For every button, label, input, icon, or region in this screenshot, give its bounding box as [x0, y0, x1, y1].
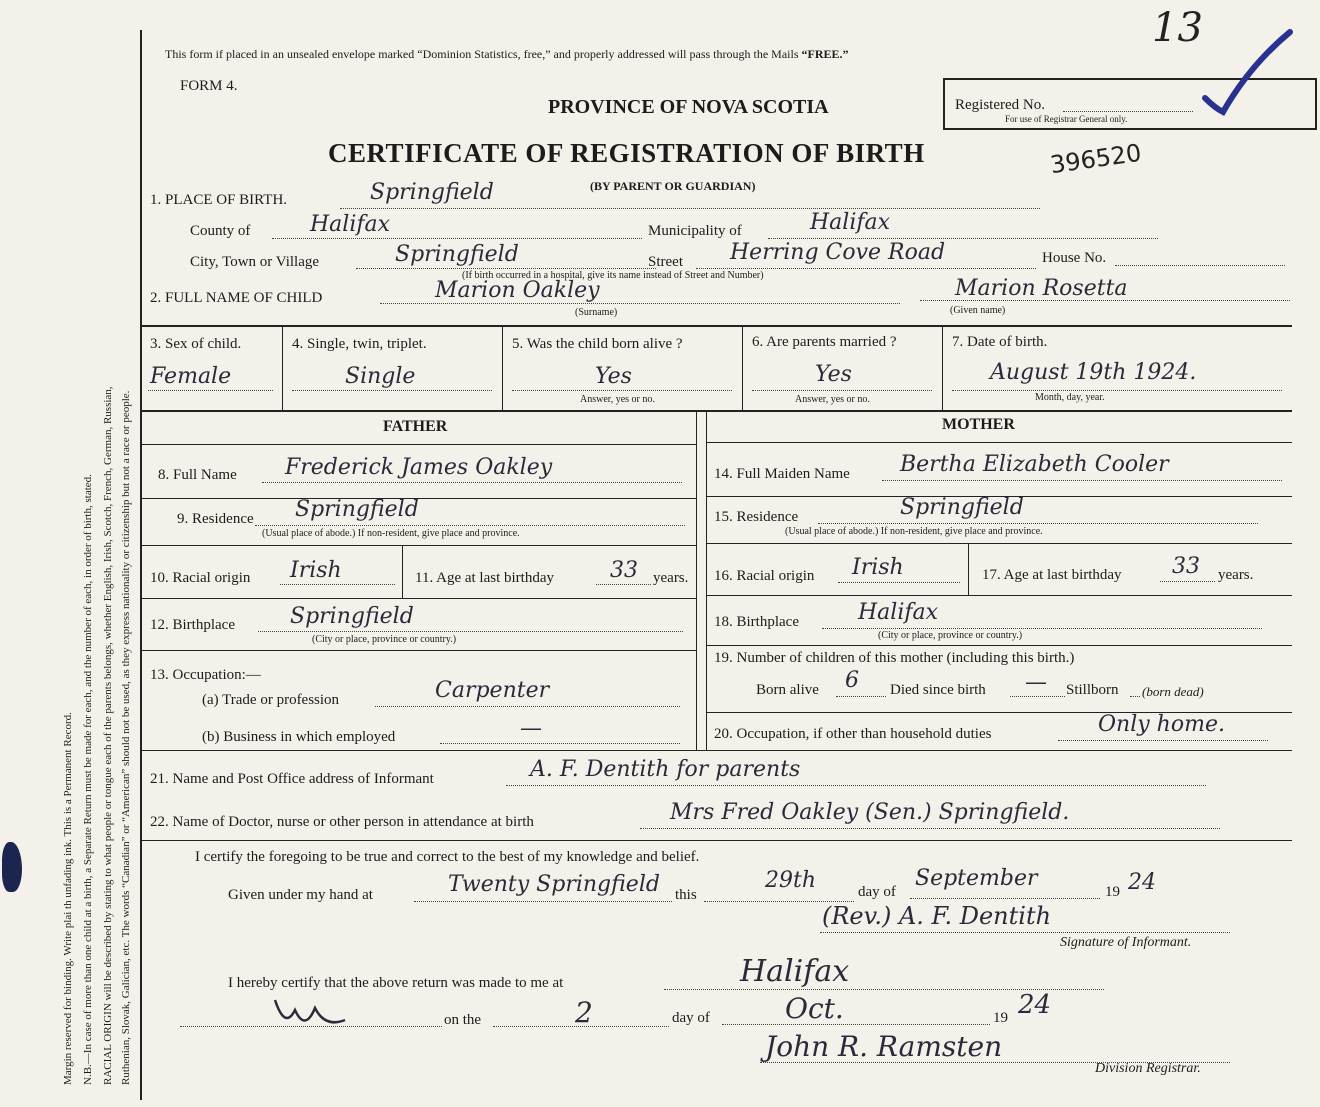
father-trade-value: Carpenter [435, 678, 550, 703]
surname-note: (Surname) [575, 307, 618, 318]
mother-heading: MOTHER [942, 416, 1015, 433]
registrar-on-the-label: on the [444, 1012, 482, 1028]
child-name-label: 2. FULL NAME OF CHILD [150, 290, 323, 306]
father-birthplace-label: 12. Birthplace [150, 617, 235, 633]
informant-value: A. F. Dentith for parents [530, 757, 801, 782]
certify-month-value: September [915, 866, 1038, 891]
father-residence-note: (Usual place of abode.) If non-resident, give place and province. [262, 528, 520, 539]
province-heading: PROVINCE OF NOVA SCOTIA [548, 96, 829, 118]
father-business-label: (b) Business in which employed [202, 729, 396, 745]
mother-birthplace-note: (City or place, province or country.) [878, 630, 1023, 641]
certificate-title: CERTIFICATE OF REGISTRATION OF BIRTH [328, 138, 925, 168]
mother-occupation-label: 20. Occupation, if other than household duties [714, 726, 992, 742]
place-of-birth-value: Springfield [370, 180, 494, 205]
informant-signature: (Rev.) A. F. Dentith [822, 902, 1052, 930]
corner-number: 13 [1152, 5, 1203, 51]
mother-age-label: 17. Age at last birthday [982, 567, 1122, 583]
registered-no-label: Registered No. [955, 97, 1045, 113]
hospital-note: (If birth occurred in a hospital, give its name instead of Street and Number) [462, 270, 764, 281]
mother-racial-origin-label: 16. Racial origin [714, 568, 815, 584]
plurality-value: Single [345, 364, 416, 389]
parents-married-label: 6. Are parents married ? [752, 334, 897, 350]
registrar-place-value: Halifax [740, 954, 850, 989]
stillborn-note: (born dead) [1142, 684, 1204, 699]
father-residence-value: Springfield [295, 497, 419, 522]
registrar-year-value: 24 [1018, 990, 1052, 1020]
mother-name-value: Bertha Elizabeth Cooler [900, 452, 1169, 477]
mother-birthplace-label: 18. Birthplace [714, 614, 799, 630]
mother-occupation-value: Only home. [1098, 712, 1225, 737]
father-birthplace-note: (City or place, province or country.) [312, 634, 457, 645]
mail-notice: This form if placed in an unsealed envelope marked “Dominion Statistics, free,” and properly addressed will pass through the Mails “FREE.” [165, 47, 849, 61]
county-label: County of [190, 223, 251, 239]
mother-age-unit: years. [1218, 567, 1254, 583]
stillborn-label: Stillborn [1066, 682, 1119, 698]
sex-label: 3. Sex of child. [150, 336, 242, 352]
mother-residence-label: 15. Residence [714, 509, 799, 525]
father-residence-label: 9. Residence [177, 511, 254, 527]
father-racial-origin-value: Irish [290, 558, 342, 583]
born-alive-count-value: 6 [845, 668, 859, 693]
registered-no-note: For use of Registrar General only. [1005, 114, 1128, 124]
father-age-unit: years. [653, 570, 689, 586]
father-birthplace-value: Springfield [290, 604, 414, 629]
city-label: City, Town or Village [190, 254, 320, 270]
registrar-year-prefix: 19 [993, 1010, 1008, 1026]
given-under-hand-label: Given under my hand at [228, 887, 373, 903]
stamp-number: 396520 [1048, 138, 1144, 180]
father-heading: FATHER [383, 418, 448, 435]
certify-day-of-label: day of [858, 884, 896, 900]
this-label: this [675, 887, 697, 903]
registrar-signature: John R. Ramsten [765, 1030, 1003, 1063]
registrar-signature-label: Division Registrar. [1095, 1061, 1201, 1076]
certificate-subtitle: (BY PARENT OR GUARDIAN) [590, 179, 756, 193]
mother-residence-value: Springfield [900, 495, 1024, 520]
born-alive-count-label: Born alive [756, 682, 819, 698]
father-racial-origin-label: 10. Racial origin [150, 570, 251, 586]
registrar-scribble-icon [270, 990, 350, 1035]
date-of-birth-value: August 19th 1924. [990, 360, 1197, 385]
municipality-label: Municipality of [648, 223, 742, 239]
registrar-day-of-label: day of [672, 1010, 710, 1026]
margin-notes [0, 0, 140, 1107]
registrar-day-value: 2 [575, 996, 593, 1029]
parents-married-value: Yes [815, 362, 852, 387]
certify-day-value: 29th [765, 868, 817, 893]
father-occupation-label: 13. Occupation:— [150, 667, 261, 683]
child-given-name-value: Marion Rosetta [955, 276, 1128, 301]
margin-binding-note: Margin reserved for binding. Write plai th unfading ink. This is a Permanent Record. [62, 712, 74, 1085]
date-of-birth-note: Month, day, year. [1035, 392, 1105, 403]
registrar-month-value: Oct. [785, 992, 844, 1025]
street-value: Herring Cove Road [730, 240, 946, 265]
margin-nb-note: N.B.—In case of more than one child at a birth, a Separate Return must be made for each, and the number of each, in order of birth, stated. [82, 474, 94, 1085]
city-value: Springfield [395, 242, 519, 267]
doctor-value: Mrs Fred Oakley (Sen.) Springfield. [670, 800, 1070, 825]
margin-racial-origin-note: RACIAL ORIGIN will be described by stating to what people or tongue each of the parents belongs, whether English, Irish, Scotch, French, German, Russian, [102, 386, 114, 1085]
parents-married-note: Answer, yes or no. [795, 394, 870, 405]
mother-racial-origin-value: Irish [852, 555, 904, 580]
municipality-value: Halifax [810, 210, 891, 235]
check-mark-icon [1195, 20, 1295, 120]
child-surname-value: Marion Oakley [435, 278, 600, 303]
place-of-birth-label: 1. PLACE OF BIRTH. [150, 192, 288, 208]
mother-birthplace-value: Halifax [858, 600, 939, 625]
certify-year-value: 24 [1128, 870, 1156, 895]
father-name-label: 8. Full Name [158, 467, 237, 483]
street-label: Street [648, 254, 683, 270]
father-trade-label: (a) Trade or profession [202, 692, 340, 708]
mother-residence-note: (Usual place of abode.) If non-resident, give place and province. [785, 526, 1043, 537]
born-alive-label: 5. Was the child born alive ? [512, 336, 683, 352]
mother-children-label: 19. Number of children of this mother (including this birth.) [714, 650, 1075, 666]
registrar-statement: I hereby certify that the above return was made to me at [228, 975, 564, 991]
died-since-birth-label: Died since birth [890, 682, 986, 698]
informant-signature-label: Signature of Informant. [1060, 935, 1192, 950]
mother-name-label: 14. Full Maiden Name [714, 466, 850, 482]
certify-year-prefix: 19 [1105, 884, 1120, 900]
form-number: FORM 4. [180, 78, 238, 94]
informant-label: 21. Name and Post Office address of Informant [150, 771, 434, 787]
father-age-label: 11. Age at last birthday [415, 570, 554, 586]
plurality-label: 4. Single, twin, triplet. [292, 336, 427, 352]
died-since-birth-value: — [1025, 670, 1047, 695]
born-alive-note: Answer, yes or no. [580, 394, 655, 405]
certify-statement: I certify the foregoing to be true and correct to the best of my knowledge and belief. [195, 849, 700, 865]
ink-blot [2, 842, 22, 892]
father-name-value: Frederick James Oakley [285, 455, 553, 480]
given-name-note: (Given name) [950, 305, 1006, 316]
mother-age-value: 33 [1172, 554, 1200, 579]
form-left-border [140, 30, 142, 1100]
date-of-birth-label: 7. Date of birth. [952, 334, 1048, 350]
doctor-label: 22. Name of Doctor, nurse or other person in attendance at birth [150, 814, 534, 830]
given-place-value: Twenty Springfield [448, 872, 660, 897]
born-alive-value: Yes [595, 364, 632, 389]
father-age-value: 33 [610, 558, 638, 583]
father-business-value: — [520, 716, 542, 741]
house-no-label: House No. [1042, 250, 1107, 266]
sex-value: Female [150, 364, 232, 389]
margin-racial-origin-note-2: Ruthenian, Slovak, Galician, etc. The words “Canadian” or “American” should not be used, as they express nationality or citizenship but not a race or people. [120, 390, 132, 1085]
county-value: Halifax [310, 212, 391, 237]
